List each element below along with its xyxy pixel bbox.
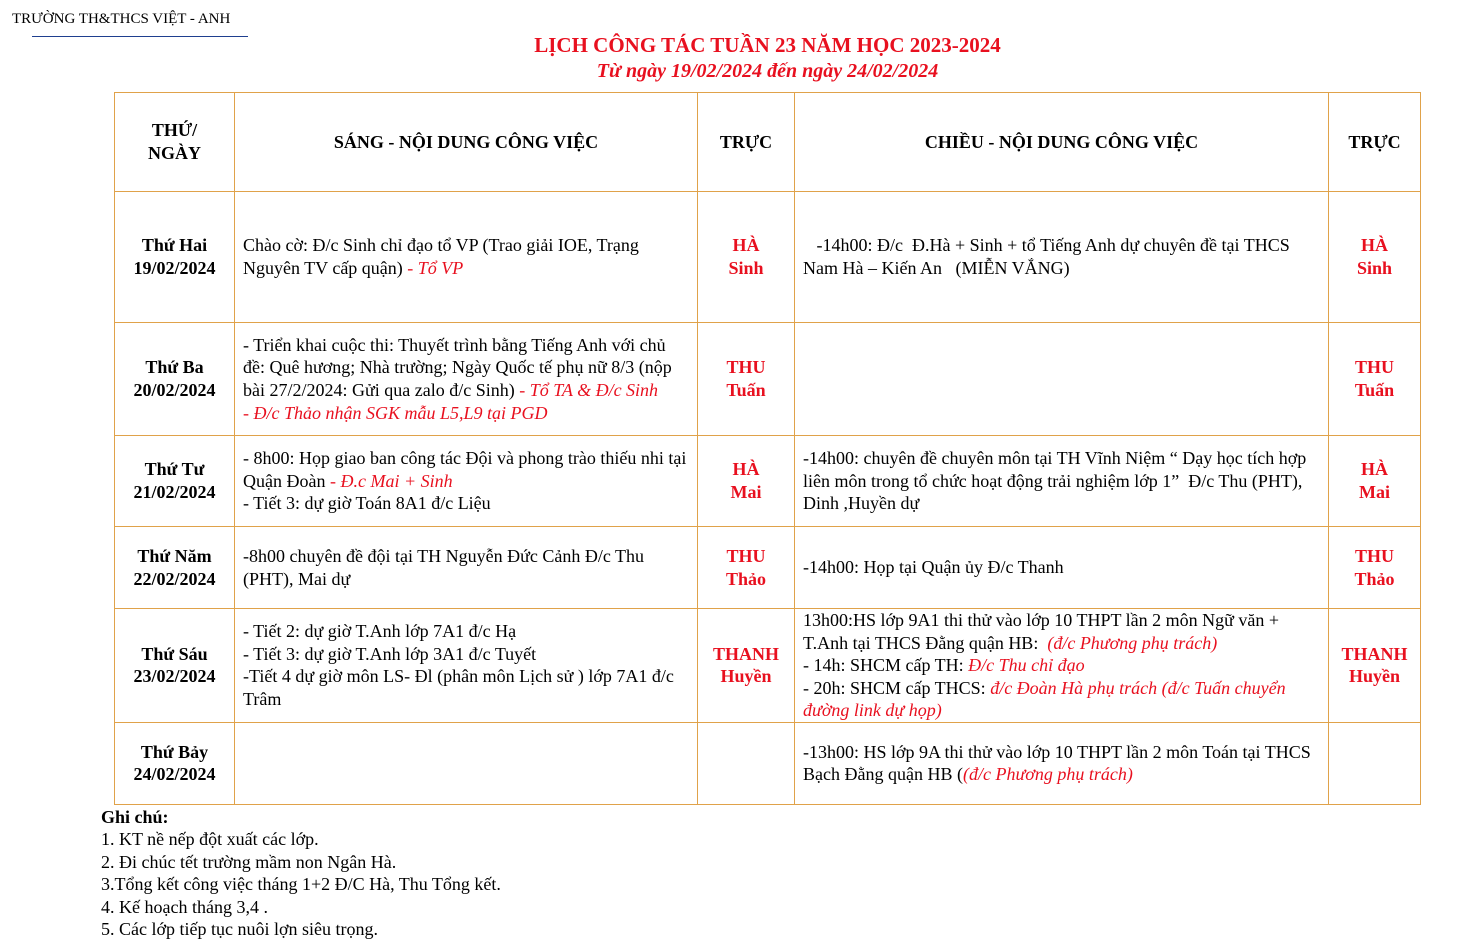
duty-name: THU bbox=[726, 357, 766, 378]
day-date: 20/02/2024 bbox=[133, 380, 216, 400]
duty-name: HÀ bbox=[732, 459, 760, 480]
duty-name: Sinh bbox=[1356, 258, 1393, 278]
morning-cell bbox=[235, 527, 698, 609]
col-morning-header: SÁNG - NỘI DUNG CÔNG VIỆC bbox=[235, 93, 698, 192]
day-name: Thứ Sáu bbox=[141, 643, 208, 664]
day-name: Thứ Ba bbox=[145, 357, 204, 378]
content-text: -Tiết 4 dự giờ môn LS- Đl (phân môn Lịch sử ) lớp 7A1 đ/c Trâm bbox=[243, 666, 679, 710]
duty-name: THU bbox=[726, 545, 766, 566]
table-row bbox=[115, 722, 1421, 804]
afternoon-cell bbox=[795, 323, 1329, 436]
content-text: Chào cờ: Đ/c Sinh chỉ đạo tổ VP (Trao giải IOE, Trạng Nguyên TV cấp quận) bbox=[243, 235, 644, 278]
day-cell bbox=[115, 722, 235, 804]
note-item: 2. Đi chúc tết trường mầm non Ngân Hà. bbox=[101, 851, 397, 872]
content-note: - Tổ VP bbox=[407, 258, 464, 278]
duty-name: Huyền bbox=[1348, 666, 1400, 687]
day-date: 21/02/2024 bbox=[133, 482, 216, 502]
content-text: -13h00: HS lớp 9A thi thử vào lớp 10 THPT lần 2 môn Toán tại THCS Bạch Đằng quận HB ( bbox=[803, 741, 1316, 785]
day-cell bbox=[115, 527, 235, 609]
notes-list bbox=[101, 828, 501, 940]
table-row bbox=[115, 436, 1421, 527]
content-line bbox=[243, 447, 689, 492]
duty-name: Tuấn bbox=[1354, 380, 1395, 400]
content-note: đ/c Đoàn Hà phụ trách (đ/c Tuấn chuyển đường link dự họp) bbox=[803, 677, 1291, 721]
day-cell bbox=[115, 609, 235, 723]
table-row bbox=[115, 192, 1421, 323]
schedule-table bbox=[114, 92, 1421, 805]
header-row bbox=[115, 93, 1421, 192]
day-date: 23/02/2024 bbox=[133, 666, 216, 687]
content-note: Đ/c Thu chỉ đạo bbox=[968, 655, 1085, 676]
content-text: - Tiết 3: dự giờ T.Anh lớp 3A1 đ/c Tuyết bbox=[243, 643, 537, 664]
content-line bbox=[803, 234, 1320, 279]
content-line bbox=[803, 741, 1320, 786]
note-item: 3.Tổng kết công việc tháng 1+2 Đ/C Hà, Thu Tổng kết. bbox=[101, 874, 501, 895]
content-text: - 14h: SHCM cấp TH: bbox=[803, 655, 969, 676]
duty-name: Mai bbox=[1359, 482, 1390, 502]
duty-name: Thảo bbox=[1354, 568, 1395, 589]
table-row bbox=[115, 609, 1421, 723]
day-cell bbox=[115, 323, 235, 436]
duty-name: THANH bbox=[1341, 643, 1408, 664]
duty-name: HÀ bbox=[1361, 459, 1388, 480]
col-day-header-line: NGÀY bbox=[148, 143, 201, 163]
morning-duty-cell bbox=[698, 527, 795, 609]
content-line bbox=[243, 643, 689, 666]
morning-cell bbox=[235, 722, 698, 804]
duty-name: Thảo bbox=[725, 568, 767, 589]
content-line bbox=[803, 654, 1320, 677]
afternoon-duty-cell bbox=[1329, 436, 1421, 527]
afternoon-duty-cell bbox=[1329, 527, 1421, 609]
document-title: LỊCH CÔNG TÁC TUẦN 23 NĂM HỌC 2023-2024 bbox=[534, 33, 1001, 57]
content-text: -8h00 chuyên đề đội tại TH Nguyễn Đức Cảnh Đ/c Thu (PHT), Mai dự bbox=[243, 545, 649, 589]
content-note: - Tổ TA & Đ/c Sinh bbox=[519, 380, 659, 400]
content-text: - Triển khai cuộc thi: Thuyết trình bằng Tiếng Anh với chủ đề: Quê hương; Nhà trường; Ngày Quốc tế phụ nữ 8/3 (nộp bài 27/2/2024: Gửi qua zalo đ/c Sinh) bbox=[243, 334, 677, 400]
day-name: Thứ Năm bbox=[137, 545, 212, 566]
content-line bbox=[803, 447, 1320, 515]
col-day-header-line: THỨ/ bbox=[151, 120, 198, 141]
morning-cell bbox=[235, 192, 698, 323]
col-duty-morning-header: TRỰC bbox=[698, 93, 795, 192]
note-item: 4. Kế hoạch tháng 3,4 . bbox=[101, 896, 268, 917]
afternoon-duty-cell bbox=[1329, 722, 1421, 804]
morning-duty-cell bbox=[698, 192, 795, 323]
day-cell bbox=[115, 436, 235, 527]
content-text: - 8h00: Họp giao ban công tác Đội và phong trào thiếu nhi tại Quận Đoàn bbox=[243, 448, 691, 491]
table-row bbox=[115, 323, 1421, 436]
content-note: (đ/c Phương phụ trách) bbox=[1047, 632, 1218, 653]
content-line bbox=[243, 402, 689, 425]
morning-duty-cell bbox=[698, 323, 795, 436]
afternoon-cell bbox=[795, 527, 1329, 609]
afternoon-cell bbox=[795, 722, 1329, 804]
morning-cell bbox=[235, 323, 698, 436]
content-line bbox=[243, 334, 689, 402]
duty-name: Huyền bbox=[720, 666, 772, 687]
content-line bbox=[803, 677, 1320, 722]
duty-name: THU bbox=[1354, 357, 1394, 378]
content-line bbox=[243, 620, 689, 643]
morning-duty-cell bbox=[698, 609, 795, 723]
morning-duty-cell bbox=[698, 436, 795, 527]
day-date: 22/02/2024 bbox=[133, 568, 216, 589]
content-text: - Tiết 2: dự giờ T.Anh lớp 7A1 đ/c Hạ bbox=[243, 621, 517, 642]
col-afternoon-header: CHIỀU - NỘI DUNG CÔNG VIỆC bbox=[795, 93, 1329, 192]
day-name: Thứ Bảy bbox=[140, 741, 209, 762]
col-day-header bbox=[115, 93, 235, 192]
duty-name: HÀ bbox=[732, 235, 760, 256]
duty-name: THANH bbox=[712, 643, 779, 664]
day-cell bbox=[115, 192, 235, 323]
morning-cell bbox=[235, 609, 698, 723]
afternoon-cell bbox=[795, 609, 1329, 723]
afternoon-cell bbox=[795, 436, 1329, 527]
duty-name: THU bbox=[1354, 545, 1394, 566]
content-text: -14h00: chuyên đề chuyên môn tại TH Vĩnh Niệm “ Dạy học tích hợp liên môn trong tổ chức hoạt động trải nghiệm lớp 1” Đ/c Thu (PHT), Dinh ,Huyền dự bbox=[803, 448, 1311, 514]
afternoon-duty-cell bbox=[1329, 323, 1421, 436]
duty-name: Mai bbox=[730, 482, 762, 502]
content-line bbox=[243, 492, 689, 515]
note-item: 1. KT nề nếp đột xuất các lớp. bbox=[101, 829, 319, 850]
document-subtitle: Từ ngày 19/02/2024 đến ngày 24/02/2024 bbox=[596, 60, 939, 82]
content-text: - Tiết 3: dự giờ Toán 8A1 đ/c Liệu bbox=[243, 493, 491, 514]
col-duty-afternoon-header: TRỰC bbox=[1329, 93, 1421, 192]
day-date: 19/02/2024 bbox=[133, 258, 216, 278]
notes-title: Ghi chú: bbox=[101, 807, 169, 827]
content-line bbox=[243, 234, 689, 279]
notes-section bbox=[101, 806, 501, 940]
afternoon-duty-cell bbox=[1329, 192, 1421, 323]
duty-name: Tuấn bbox=[726, 380, 766, 400]
content-note: - Đ.c Mai + Sinh bbox=[329, 470, 453, 491]
content-text: -14h00: Họp tại Quận ủy Đ/c Thanh bbox=[803, 557, 1064, 578]
afternoon-duty-cell bbox=[1329, 609, 1421, 723]
note-item: 5. Các lớp tiếp tục nuôi lợn siêu trọng. bbox=[101, 919, 378, 940]
content-line bbox=[243, 665, 689, 710]
document-header bbox=[0, 32, 1480, 84]
day-name: Thứ Tư bbox=[144, 459, 205, 480]
content-text: 13h00:HS lớp 9A1 thi thử vào lớp 10 THPT lần 2 môn Ngữ văn + T.Anh tại THCS Đằng quận HB: bbox=[803, 610, 1284, 653]
duty-name: HÀ bbox=[1361, 235, 1388, 256]
morning-cell bbox=[235, 436, 698, 527]
content-line bbox=[803, 609, 1320, 654]
day-date: 24/02/2024 bbox=[133, 764, 216, 785]
duty-name: Sinh bbox=[728, 258, 764, 278]
content-line bbox=[803, 556, 1320, 579]
afternoon-cell bbox=[795, 192, 1329, 323]
content-text: -14h00: Đ/c Đ.Hà + Sinh + tổ Tiếng Anh dự chuyên đề tại THCS Nam Hà – Kiến An (MIỄN VẮNG) bbox=[803, 235, 1295, 278]
content-note: (đ/c Phương phụ trách) bbox=[962, 764, 1133, 785]
school-name: TRƯỜNG TH&THCS VIỆT - ANH bbox=[12, 11, 231, 27]
content-line bbox=[243, 545, 689, 590]
content-text: - 20h: SHCM cấp THCS: bbox=[803, 677, 991, 698]
day-name: Thứ Hai bbox=[141, 235, 208, 256]
morning-duty-cell bbox=[698, 722, 795, 804]
table-row bbox=[115, 527, 1421, 609]
content-note: - Đ/c Thảo nhận SGK mẫu L5,L9 tại PGD bbox=[243, 402, 548, 423]
